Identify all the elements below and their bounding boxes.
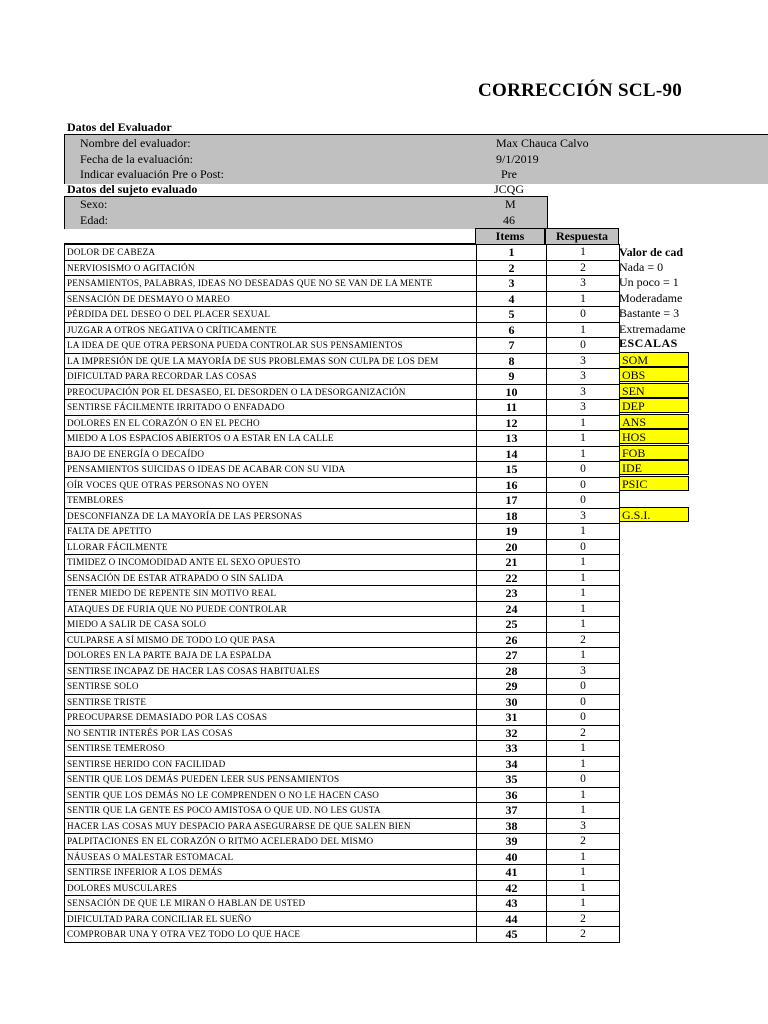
item-description: DOLORES EN EL CORAZÓN O EN EL PECHO [65, 415, 477, 431]
table-row [65, 446, 620, 462]
table-row [65, 570, 620, 586]
item-description: SENSACIÓN DE DESMAYO O MAREO [65, 291, 477, 307]
scale-ide: IDE [619, 460, 689, 475]
item-description: PÉRDIDA DEL DESEO O DEL PLACER SEXUAL [65, 307, 477, 323]
item-number: 19 [477, 524, 547, 540]
scales-heading: ESCALAS [619, 336, 678, 350]
item-response[interactable]: 0 [547, 710, 620, 726]
item-description: TENER MIEDO DE REPENTE SIN MOTIVO REAL [65, 586, 477, 602]
table-row [65, 710, 620, 726]
table-row [65, 260, 620, 276]
item-description: SENTIRSE SOLO [65, 679, 477, 695]
table-row [65, 617, 620, 633]
item-response[interactable]: 0 [547, 338, 620, 354]
scale-hos: HOS [619, 429, 689, 444]
scale-dep: DEP [619, 398, 689, 413]
scale-ans: ANS [619, 414, 689, 429]
item-response[interactable]: 1 [547, 803, 620, 819]
item-response[interactable]: 1 [547, 524, 620, 540]
item-number: 40 [477, 849, 547, 865]
item-response[interactable]: 2 [547, 927, 620, 943]
legend-item: Extremadame [619, 322, 686, 336]
item-response[interactable]: 1 [547, 570, 620, 586]
item-response[interactable]: 3 [547, 818, 620, 834]
item-number: 13 [477, 431, 547, 447]
item-response[interactable]: 1 [547, 601, 620, 617]
item-number: 17 [477, 493, 547, 509]
item-description: DIFICULTAD PARA RECORDAR LAS COSAS [65, 369, 477, 385]
item-number: 27 [477, 648, 547, 664]
item-response[interactable]: 0 [547, 679, 620, 695]
item-number: 3 [477, 276, 547, 292]
item-response[interactable]: 1 [547, 555, 620, 571]
item-response[interactable]: 1 [547, 741, 620, 757]
item-description: OÍR VOCES QUE OTRAS PERSONAS NO OYEN [65, 477, 477, 493]
item-response[interactable]: 3 [547, 400, 620, 416]
item-response[interactable]: 1 [547, 415, 620, 431]
item-number: 21 [477, 555, 547, 571]
item-description: PREOCUPARSE DEMASIADO POR LAS COSAS [65, 710, 477, 726]
page-title: CORRECCIÓN SCL-90 [478, 80, 683, 101]
table-row [65, 369, 620, 385]
item-number: 23 [477, 586, 547, 602]
item-response[interactable]: 0 [547, 694, 620, 710]
table-row [65, 524, 620, 540]
item-response[interactable]: 1 [547, 880, 620, 896]
item-number: 33 [477, 741, 547, 757]
table-row [65, 818, 620, 834]
table-row [65, 431, 620, 447]
item-response[interactable]: 1 [547, 787, 620, 803]
item-number: 31 [477, 710, 547, 726]
item-number: 45 [477, 927, 547, 943]
scale-som: SOM [619, 352, 689, 367]
item-response[interactable]: 3 [547, 276, 620, 292]
item-description: NO SENTIR INTERÉS POR LAS COSAS [65, 725, 477, 741]
table-row [65, 803, 620, 819]
item-response[interactable]: 3 [547, 384, 620, 400]
table-row [65, 539, 620, 555]
item-number: 26 [477, 632, 547, 648]
item-response[interactable]: 1 [547, 446, 620, 462]
table-row [65, 865, 620, 881]
item-description: DOLORES EN LA PARTE BAJA DE LA ESPALDA [65, 648, 477, 664]
item-number: 20 [477, 539, 547, 555]
item-description: MIEDO A SALIR DE CASA SOLO [65, 617, 477, 633]
item-description: FALTA DE APETITO [65, 524, 477, 540]
item-response[interactable]: 0 [547, 477, 620, 493]
item-number: 32 [477, 725, 547, 741]
table-row [65, 896, 620, 912]
table-row [65, 322, 620, 338]
table-row [65, 787, 620, 803]
item-description: PENSAMIENTOS, PALABRAS, IDEAS NO DESEADAS QUE NO SE VAN DE LA MENTE [65, 276, 477, 292]
table-row [65, 384, 620, 400]
item-description: LA IDEA DE QUE OTRA PERSONA PUEDA CONTROLAR SUS PENSAMIENTOS [65, 338, 477, 354]
scale-gsi: G.S.I. [619, 507, 689, 522]
item-description: SENTIRSE INCAPAZ DE HACER LAS COSAS HABITUALES [65, 663, 477, 679]
item-number: 34 [477, 756, 547, 772]
item-description: LLORAR FÁCILMENTE [65, 539, 477, 555]
subject-code: JCQG [494, 182, 525, 196]
legend-item: Bastante = 3 [619, 306, 680, 320]
table-row [65, 834, 620, 850]
item-description: SENTIRSE HERIDO CON FACILIDAD [65, 756, 477, 772]
table-row [65, 772, 620, 788]
evaluator-panel [64, 134, 768, 184]
item-number: 39 [477, 834, 547, 850]
item-number: 28 [477, 663, 547, 679]
item-number: 25 [477, 617, 547, 633]
item-response[interactable]: 2 [547, 725, 620, 741]
item-response[interactable]: 0 [547, 462, 620, 478]
table-row [65, 508, 620, 524]
item-number: 1 [477, 245, 547, 261]
item-number: 22 [477, 570, 547, 586]
table-row [65, 555, 620, 571]
item-number: 5 [477, 307, 547, 323]
item-response[interactable]: 0 [547, 772, 620, 788]
item-number: 8 [477, 353, 547, 369]
table-row [65, 415, 620, 431]
item-description: SENTIRSE TRISTE [65, 694, 477, 710]
item-response[interactable]: 3 [547, 369, 620, 385]
table-row [65, 911, 620, 927]
scale-obs: OBS [619, 367, 689, 382]
scale-psic: PSIC [619, 476, 689, 491]
item-description: LA IMPRESIÓN DE QUE LA MAYORÍA DE SUS PROBLEMAS SON CULPA DE LOS DEM [65, 353, 477, 369]
item-number: 18 [477, 508, 547, 524]
item-description: PENSAMIENTOS SUICIDAS O IDEAS DE ACABAR CON SU VIDA [65, 462, 477, 478]
items-column-header: Items [475, 228, 545, 245]
subject-panel [64, 196, 548, 229]
item-number: 42 [477, 880, 547, 896]
item-response[interactable]: 2 [547, 834, 620, 850]
item-description: DOLOR DE CABEZA [65, 245, 477, 261]
table-row [65, 679, 620, 695]
item-number: 29 [477, 679, 547, 695]
scale-fob: FOB [619, 445, 689, 460]
evaluation-date-label: Fecha de la evaluación: [80, 152, 193, 166]
legend-item: Un poco = 1 [619, 275, 679, 289]
item-description: DESCONFIANZA DE LA MAYORÍA DE LAS PERSONAS [65, 508, 477, 524]
evaluator-name-label: Nombre del evaluador: [80, 136, 191, 150]
item-response[interactable]: 2 [547, 632, 620, 648]
item-description: HACER LAS COSAS MUY DESPACIO PARA ASEGURARSE DE QUE SALEN BIEN [65, 818, 477, 834]
legend-item: Moderadame [619, 291, 683, 305]
table-row [65, 880, 620, 896]
evaluator-name-value: Max Chauca Calvo [496, 136, 589, 150]
item-description: TIMIDEZ O INCOMODIDAD ANTE EL SEXO OPUESTO [65, 555, 477, 571]
table-row [65, 276, 620, 292]
item-response[interactable]: 2 [547, 260, 620, 276]
table-row [65, 338, 620, 354]
table-row [65, 493, 620, 509]
item-description: DOLORES MUSCULARES [65, 880, 477, 896]
table-row [65, 849, 620, 865]
item-description: JUZGAR A OTROS NEGATIVA O CRÍTICAMENTE [65, 322, 477, 338]
table-row [65, 477, 620, 493]
table-row [65, 725, 620, 741]
age-value: 46 [503, 213, 515, 227]
table-row [65, 245, 620, 261]
item-response[interactable]: 1 [547, 756, 620, 772]
item-description: SENSACIÓN DE ESTAR ATRAPADO O SIN SALIDA [65, 570, 477, 586]
item-number: 37 [477, 803, 547, 819]
legend-item: Nada = 0 [619, 260, 664, 274]
table-row [65, 601, 620, 617]
item-response[interactable]: 1 [547, 617, 620, 633]
item-description: SENTIR QUE LOS DEMÁS PUEDEN LEER SUS PENSAMIENTOS [65, 772, 477, 788]
item-description: SENTIRSE FÁCILMENTE IRRITADO O ENFADADO [65, 400, 477, 416]
table-row [65, 648, 620, 664]
pre-post-label: Indicar evaluación Pre o Post: [80, 167, 224, 181]
item-response[interactable]: 1 [547, 865, 620, 881]
item-number: 15 [477, 462, 547, 478]
item-number: 10 [477, 384, 547, 400]
item-number: 30 [477, 694, 547, 710]
item-number: 12 [477, 415, 547, 431]
item-description: BAJO DE ENERGÍA O DECAÍDO [65, 446, 477, 462]
item-description: COMPROBAR UNA Y OTRA VEZ TODO LO QUE HACE [65, 927, 477, 943]
item-description: ATAQUES DE FURIA QUE NO PUEDE CONTROLAR [65, 601, 477, 617]
table-row [65, 291, 620, 307]
table-row [65, 694, 620, 710]
item-number: 6 [477, 322, 547, 338]
items-table [64, 244, 620, 943]
item-description: NÁUSEAS O MALESTAR ESTOMACAL [65, 849, 477, 865]
table-row [65, 353, 620, 369]
evaluation-date-value: 9/1/2019 [496, 152, 539, 166]
item-response[interactable]: 0 [547, 539, 620, 555]
item-response[interactable]: 0 [547, 493, 620, 509]
respuesta-column-header: Respuesta [545, 228, 619, 245]
item-description: CULPARSE A SÍ MISMO DE TODO LO QUE PASA [65, 632, 477, 648]
item-description: SENSACIÓN DE QUE LE MIRAN O HABLAN DE USTED [65, 896, 477, 912]
item-response[interactable]: 1 [547, 586, 620, 602]
item-description: SENTIR QUE LA GENTE ES POCO AMISTOSA O QUE UD. NO LES GUSTA [65, 803, 477, 819]
item-number: 41 [477, 865, 547, 881]
item-number: 24 [477, 601, 547, 617]
legend-heading: Valor de cad [619, 245, 684, 259]
item-response[interactable]: 1 [547, 849, 620, 865]
sex-label: Sexo: [80, 197, 108, 211]
item-description: PALPITACIONES EN EL CORAZÓN O RITMO ACELERADO DEL MISMO [65, 834, 477, 850]
item-number: 9 [477, 369, 547, 385]
item-description: MIEDO A LOS ESPACIOS ABIERTOS O A ESTAR EN LA CALLE [65, 431, 477, 447]
table-row [65, 756, 620, 772]
item-number: 4 [477, 291, 547, 307]
table-row [65, 462, 620, 478]
item-response[interactable]: 1 [547, 245, 620, 261]
item-number: 11 [477, 400, 547, 416]
item-number: 2 [477, 260, 547, 276]
scale-sen: SEN [619, 383, 689, 398]
subject-heading: Datos del sujeto evaluado [67, 182, 198, 196]
item-description: SENTIRSE TEMEROSO [65, 741, 477, 757]
item-response[interactable]: 1 [547, 291, 620, 307]
item-response[interactable]: 3 [547, 508, 620, 524]
item-description: TEMBLORES [65, 493, 477, 509]
item-response[interactable]: 1 [547, 322, 620, 338]
table-row [65, 307, 620, 323]
table-row [65, 741, 620, 757]
evaluator-heading: Datos del Evaluador [67, 120, 172, 134]
item-response[interactable]: 1 [547, 431, 620, 447]
item-number: 35 [477, 772, 547, 788]
item-number: 38 [477, 818, 547, 834]
item-response[interactable]: 3 [547, 663, 620, 679]
item-number: 7 [477, 338, 547, 354]
table-row [65, 586, 620, 602]
item-description: SENTIRSE INFERIOR A LOS DEMÁS [65, 865, 477, 881]
item-response[interactable]: 0 [547, 307, 620, 323]
item-description: SENTIR QUE LOS DEMÁS NO LE COMPRENDEN O NO LE HACEN CASO [65, 787, 477, 803]
item-response[interactable]: 1 [547, 648, 620, 664]
age-label: Edad: [80, 213, 108, 227]
item-number: 36 [477, 787, 547, 803]
item-response[interactable]: 1 [547, 896, 620, 912]
item-number: 43 [477, 896, 547, 912]
item-number: 44 [477, 911, 547, 927]
item-description: PREOCUPACIÓN POR EL DESASEO, EL DESORDEN O LA DESORGANIZACIÓN [65, 384, 477, 400]
table-row [65, 663, 620, 679]
pre-post-value: Pre [501, 167, 517, 181]
table-row [65, 927, 620, 943]
item-number: 16 [477, 477, 547, 493]
item-description: NERVIOSISMO O AGITACIÓN [65, 260, 477, 276]
item-number: 14 [477, 446, 547, 462]
table-row [65, 400, 620, 416]
sex-value: M [505, 197, 516, 211]
item-response[interactable]: 3 [547, 353, 620, 369]
item-response[interactable]: 2 [547, 911, 620, 927]
table-row [65, 632, 620, 648]
item-description: DIFICULTAD PARA CONCILIAR EL SUEÑO [65, 911, 477, 927]
